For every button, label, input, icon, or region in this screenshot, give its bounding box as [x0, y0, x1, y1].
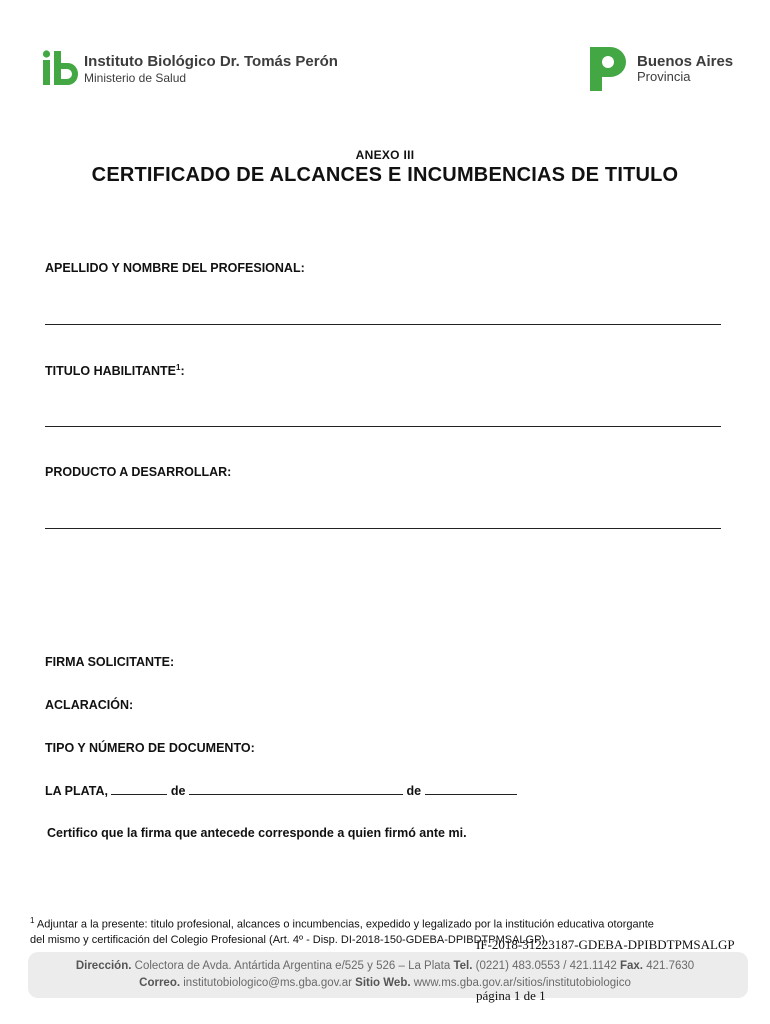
web-label: Sitio Web. [355, 977, 411, 989]
footnote-mark: 1 [176, 363, 181, 372]
year-blank[interactable] [425, 783, 517, 795]
email-link[interactable]: institutobiologico@ms.gba.gov.ar [183, 977, 352, 989]
web-link[interactable]: www.ms.gba.gov.ar/sitios/institutobiologico [413, 977, 631, 989]
product-line[interactable] [45, 528, 721, 529]
footer-bar [28, 952, 748, 998]
ministry-name: Ministerio de Salud [84, 71, 187, 85]
footnote-line2: del mismo y certificación del Colegio Profesional (Art. 4º - Disp. DI-2018-150-GDEBA-DPIBDTPMSALGP). [30, 933, 549, 946]
month-blank[interactable] [189, 783, 403, 795]
footer-address [0, 960, 770, 972]
address-value: Colectora de Avda. Antártida Argentina e/525 y 526 – La Plata [134, 960, 451, 972]
page-number: página 1 de 1 [476, 988, 546, 1003]
footnote-number: 1 [30, 916, 35, 925]
document-type-label: TIPO Y NÚMERO DE DOCUMENTO: [45, 741, 255, 755]
title-line[interactable] [45, 426, 721, 427]
document-title: CERTIFICADO DE ALCANCES E INCUMBENCIAS DE TITULO [91, 164, 679, 186]
tel-value: (0221) 483.0553 / 421.1142 [475, 960, 617, 972]
day-blank[interactable] [111, 783, 167, 795]
signature-label: FIRMA SOLICITANTE: [45, 655, 175, 669]
title-label-colon: : [180, 364, 185, 379]
buenos-aires-p-icon [586, 43, 630, 93]
address-label: Dirección. [75, 960, 132, 972]
reference-code: IF-2018-31223187-GDEBA-DPIBDTPMSALGP [476, 937, 735, 952]
de-label-1: de [170, 784, 186, 798]
applicant-name-line[interactable] [45, 324, 721, 325]
date-row [45, 783, 517, 798]
annex-label: ANEXO III [355, 148, 415, 162]
footnote-text-1: Adjuntar a la presente: titulo profesional, alcances o incumbencias, expedido y legalizado por la institución educativa otorgante [36, 918, 654, 931]
ib-logo-icon [42, 50, 80, 86]
clarification-label: ACLARACIÓN: [45, 698, 134, 712]
province-line2: Provincia [637, 69, 691, 84]
city-label: LA PLATA, [45, 784, 108, 798]
title-label-text: TITULO HABILITANTE [45, 364, 176, 379]
footer-contact [0, 977, 770, 989]
title-label [45, 363, 185, 378]
fax-value: 421.7630 [646, 960, 695, 972]
product-label: PRODUCTO A DESARROLLAR: [45, 465, 232, 479]
footnote-line1 [30, 913, 750, 933]
province-line1: Buenos Aires [637, 53, 734, 70]
email-label: Correo. [139, 977, 181, 989]
tel-label: Tel. [453, 960, 473, 972]
institution-name: Instituto Biológico Dr. Tomás Perón [84, 53, 338, 70]
certify-statement: Certifico que la firma que antecede corresponde a quien firmó ante mi. [47, 826, 467, 840]
fax-label: Fax. [619, 960, 643, 972]
applicant-name-label: APELLIDO Y NOMBRE DEL PROFESIONAL: [45, 261, 305, 275]
de-label-2: de [406, 784, 422, 798]
